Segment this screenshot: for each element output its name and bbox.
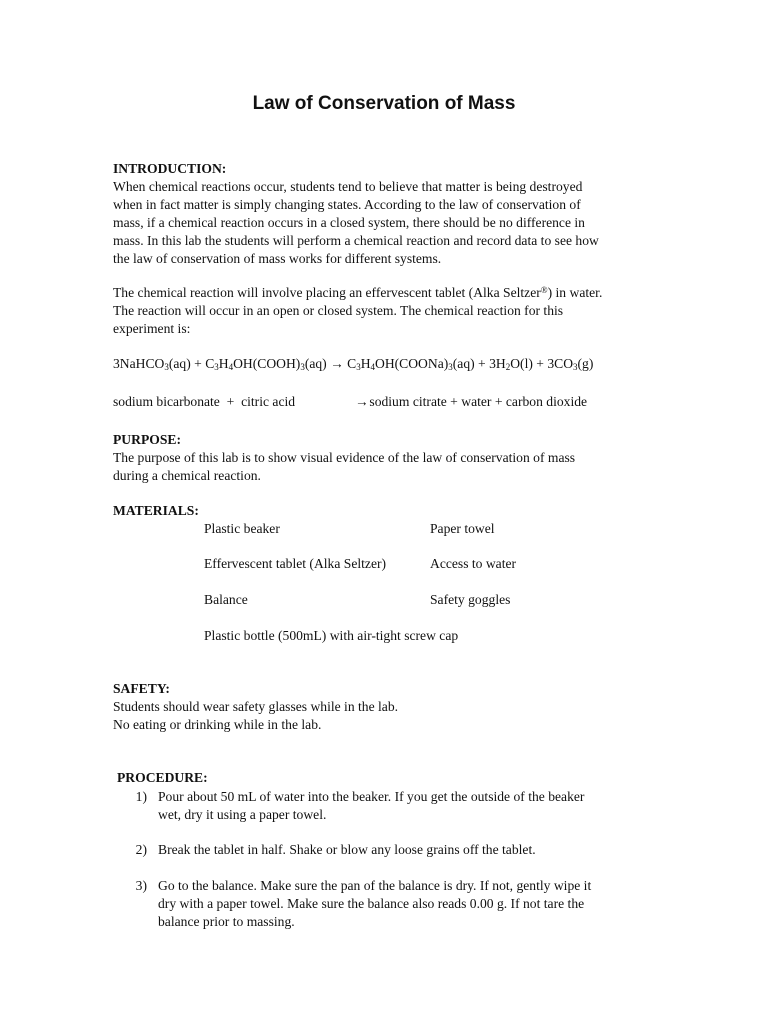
procedure-heading: PROCEDURE:	[117, 770, 208, 785]
material-item: Paper towel	[430, 521, 495, 536]
step-number: 2)	[135, 842, 147, 857]
material-item: Plastic beaker	[204, 521, 280, 536]
purpose-heading: PURPOSE:	[113, 432, 181, 447]
step-number: 1)	[135, 789, 147, 804]
materials-row	[204, 555, 517, 573]
text-line: during a chemical reaction.	[113, 468, 261, 483]
step-text: Pour about 50 mL of water into the beaker. If you get the outside of the beaker wet, dry it using a paper towel.	[158, 789, 585, 822]
material-item: Plastic bottle (500mL) with air-tight screw cap	[204, 628, 459, 643]
word-equation: sodium bicarbonate + citric acid → sodium citrate + water + carbon dioxide	[113, 394, 588, 409]
arrow-icon: →	[330, 356, 344, 371]
text-line: Students should wear safety glasses while in the lab.	[113, 699, 399, 714]
materials-row	[204, 591, 511, 609]
introduction-heading: INTRODUCTION:	[113, 161, 227, 176]
introduction-paragraph-2	[113, 284, 673, 338]
step-text: Go to the balance. Make sure the pan of the balance is dry. If not, gently wipe it dry with a paper towel. Make sure the balance also reads 0.00 g. If not tare the balance prior to massing.	[158, 878, 592, 929]
text-line: when in fact matter is simply changing states. According to the law of conservation of	[113, 197, 581, 212]
page-title: Law of Conservation of Mass	[252, 93, 516, 114]
text-line: mass, if a chemical reaction occurs in a closed system, there should be no difference in	[113, 215, 585, 230]
safety-heading: SAFETY:	[113, 681, 170, 696]
text-line: When chemical reactions occur, students tend to believe that matter is being destroyed	[113, 179, 583, 194]
materials-heading: MATERIALS:	[113, 503, 199, 518]
text-line: No eating or drinking while in the lab.	[113, 717, 322, 732]
arrow-icon: →	[355, 394, 369, 409]
materials-row	[204, 520, 495, 538]
material-item: Safety goggles	[430, 592, 511, 607]
material-item: Effervescent tablet (Alka Seltzer)	[204, 556, 387, 571]
materials-row	[204, 627, 458, 645]
material-item: Access to water	[430, 556, 517, 571]
text-line: The reaction will occur in an open or closed system. The chemical reaction for this	[113, 303, 564, 318]
purpose-text	[113, 449, 673, 485]
registered-mark: ®	[540, 285, 548, 295]
safety-text	[113, 698, 673, 734]
step-text: Break the tablet in half. Shake or blow any loose grains off the tablet.	[158, 842, 536, 857]
material-item: Balance	[204, 592, 248, 607]
chemical-equation: 3NaHCO$_3$(aq) + $C_3H_4OH(COOH)_3(aq)$ → $C_3H_4OH(COONa)_3(aq) + 3H_2O(l) + 3CO_3(g)$	[113, 356, 594, 372]
introduction-paragraph-1	[113, 178, 673, 268]
text-line: experiment is:	[113, 321, 191, 336]
step-number: 3)	[135, 878, 147, 893]
text-line: The purpose of this lab is to show visual evidence of the law of conservation of mass	[113, 450, 576, 465]
text-line: mass. In this lab the students will perform a chemical reaction and record data to see how	[113, 233, 599, 248]
text-line: The chemical reaction will involve placing an effervescent tablet (Alka Seltzer®) in water.	[113, 285, 603, 300]
text-line: the law of conservation of mass works for different systems.	[113, 251, 442, 266]
